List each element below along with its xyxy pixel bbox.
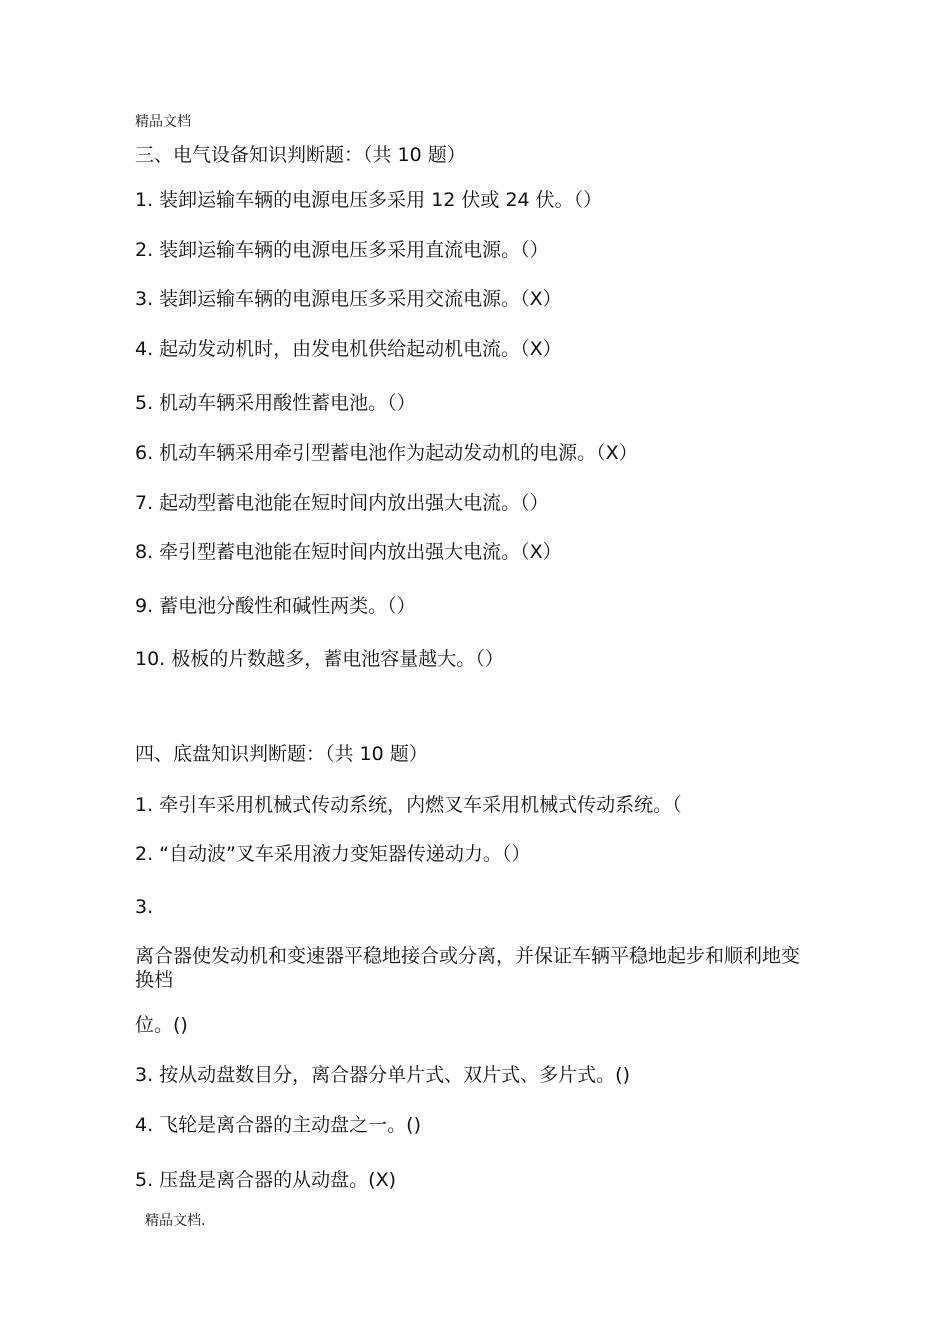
section-4-title: 四、底盘知识判断题：（共 10 题） [135, 743, 428, 765]
page-footer: 精品文档. [145, 1213, 206, 1229]
question-item: 6. 机动车辆采用牵引型蓄电池作为起动发动机的电源。（X） [135, 442, 638, 464]
question-item: 4. 飞轮是离合器的主动盘之一。() [135, 1114, 421, 1136]
question-item-continuation: 位。() [135, 1014, 188, 1036]
question-item: 2. “自动波”叉车采用液力变矩器传递动力。（） [135, 843, 531, 865]
page-header: 精品文档 [135, 114, 191, 130]
question-item-continuation: 离合器使发动机和变速器平稳地接合或分离，并保证车辆平稳地起步和顺利地变换档 [135, 945, 801, 991]
question-item: 5. 机动车辆采用酸性蓄电池。（） [135, 392, 416, 414]
question-item: 2. 装卸运输车辆的电源电压多采用直流电源。（） [135, 239, 549, 261]
section-3-title: 三、电气设备知识判断题：（共 10 题） [135, 144, 466, 166]
question-item: 3. 装卸运输车辆的电源电压多采用交流电源。（X） [135, 288, 562, 310]
question-item: 3. [135, 896, 154, 918]
question-item: 7. 起动型蓄电池能在短时间内放出强大电流。（） [135, 492, 549, 514]
question-item: 1. 牵引车采用机械式传动系统，内燃叉车采用机械式传动系统。（ [135, 794, 682, 816]
question-item: 1. 装卸运输车辆的电源电压多采用 12 伏或 24 伏。（） [135, 189, 603, 211]
question-item: 10. 极板的片数越多，蓄电池容量越大。（） [135, 648, 504, 670]
question-item: 9. 蓄电池分酸性和碱性两类。（） [135, 595, 416, 617]
question-item: 8. 牵引型蓄电池能在短时间内放出强大电流。（X） [135, 541, 562, 563]
question-item: 5. 压盘是离合器的从动盘。(X) [135, 1169, 397, 1191]
question-item: 3. 按从动盘数目分，离合器分单片式、双片式、多片式。() [135, 1064, 630, 1086]
question-item: 4. 起动发动机时，由发电机供给起动机电流。（X） [135, 338, 562, 360]
